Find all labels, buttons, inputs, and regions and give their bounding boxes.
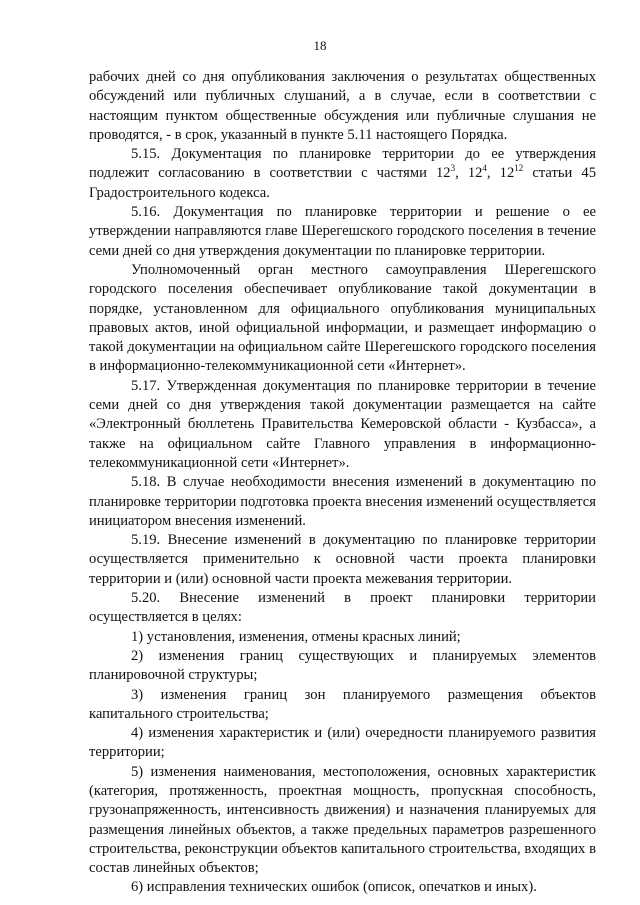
paragraph-5-16-publication: Уполномоченный орган местного самоуправления Шерегешского городского поселения обеспечивает опубликование такой документации в порядке, установленном для официального опубликования муниципальных правовых актов, иной официальной информации, и размещает информацию о такой документации на официальном сайте Шерегешского городского поселения в информационно-телекоммуникационной сети «Интернет». bbox=[89, 261, 596, 375]
superscript-4: 4 bbox=[482, 163, 487, 174]
superscript-12: 12 bbox=[514, 163, 524, 174]
superscript-3: 3 bbox=[450, 163, 456, 174]
list-item-6: 6) исправления технических ошибок (описок, опечатков и иных). bbox=[131, 879, 537, 896]
document-body bbox=[89, 68, 596, 898]
list-item-2: 2) изменения границ существующих и планируемых элементов планировочной структуры; bbox=[89, 647, 596, 684]
paragraph-5-19: 5.19. Внесение изменений в документацию по планировке территории осуществляется применительно к основной части проекта планировки территории и (или) основной части проекта межевания территории. bbox=[89, 532, 596, 587]
page-number: 18 bbox=[313, 38, 327, 53]
paragraph-5-15-part3: , 12 bbox=[486, 165, 515, 182]
paragraph-continuation: рабочих дней со дня опубликования заключения о результатах общественных обсуждений или публичных слушаний, а в случае, если в соответствии с настоящим пунктом общественные обсуждения или публичные слушания не проводятся, - в срок, указанный в пункте 5.11 настоящего Порядка. bbox=[89, 69, 596, 143]
list-item-3: 3) изменения границ зон планируемого размещения объектов капитального строительства; bbox=[89, 686, 596, 722]
paragraph-5-20: 5.20. Внесение изменений в проект планировки территории осуществляется в целях: bbox=[89, 590, 596, 626]
paragraph-5-17: 5.17. Утвержденная документация по планировке территории в течение семи дней со дня утверждения такой документации размещается на сайте «Электронный бюллетень Правительства Кемеровской области - Кузбасса», а также на официальном сайте Главного управления в информационно-телекоммуникационной сети «Интернет». bbox=[89, 377, 596, 471]
paragraph-5-15-part2: , 12 bbox=[455, 165, 483, 182]
paragraph-5-15-part4: статьи 45 Градостроительного кодекса. bbox=[89, 165, 597, 201]
list-item-4: 4) изменения характеристик и (или) очередности планируемого развития территории; bbox=[89, 725, 596, 761]
paragraph-5-15-part1: 5.15. Документация по планировке территории до ее утверждения подлежит согласованию в соответствии с частями 12 bbox=[89, 146, 596, 182]
list-item-1: 1) установления, изменения, отмены красных линий; bbox=[131, 628, 461, 645]
paragraph-5-16: 5.16. Документация по планировке территории и решение о ее утверждении направляются главе Шерегешского городского поселения в течение семи дней со дня утверждения документации по планировке территории. bbox=[89, 204, 596, 259]
paragraph-5-15 bbox=[89, 145, 596, 203]
list-item-5: 5) изменения наименования, местоположения, основных характеристик (категория, протяженность, проектная мощность, пропускная способность, грузонапряженность, интенсивность движения) и назначения планируемых для размещения линейных объектов, а также предельных параметров разрешенного строительства, реконструкции объектов капитального строительства, входящих в состав линейных объектов; bbox=[89, 763, 596, 877]
paragraph-5-18: 5.18. В случае необходимости внесения изменений в документацию по планировке территории подготовка проекта внесения изменений осуществляется инициатором внесения изменений. bbox=[89, 474, 596, 529]
